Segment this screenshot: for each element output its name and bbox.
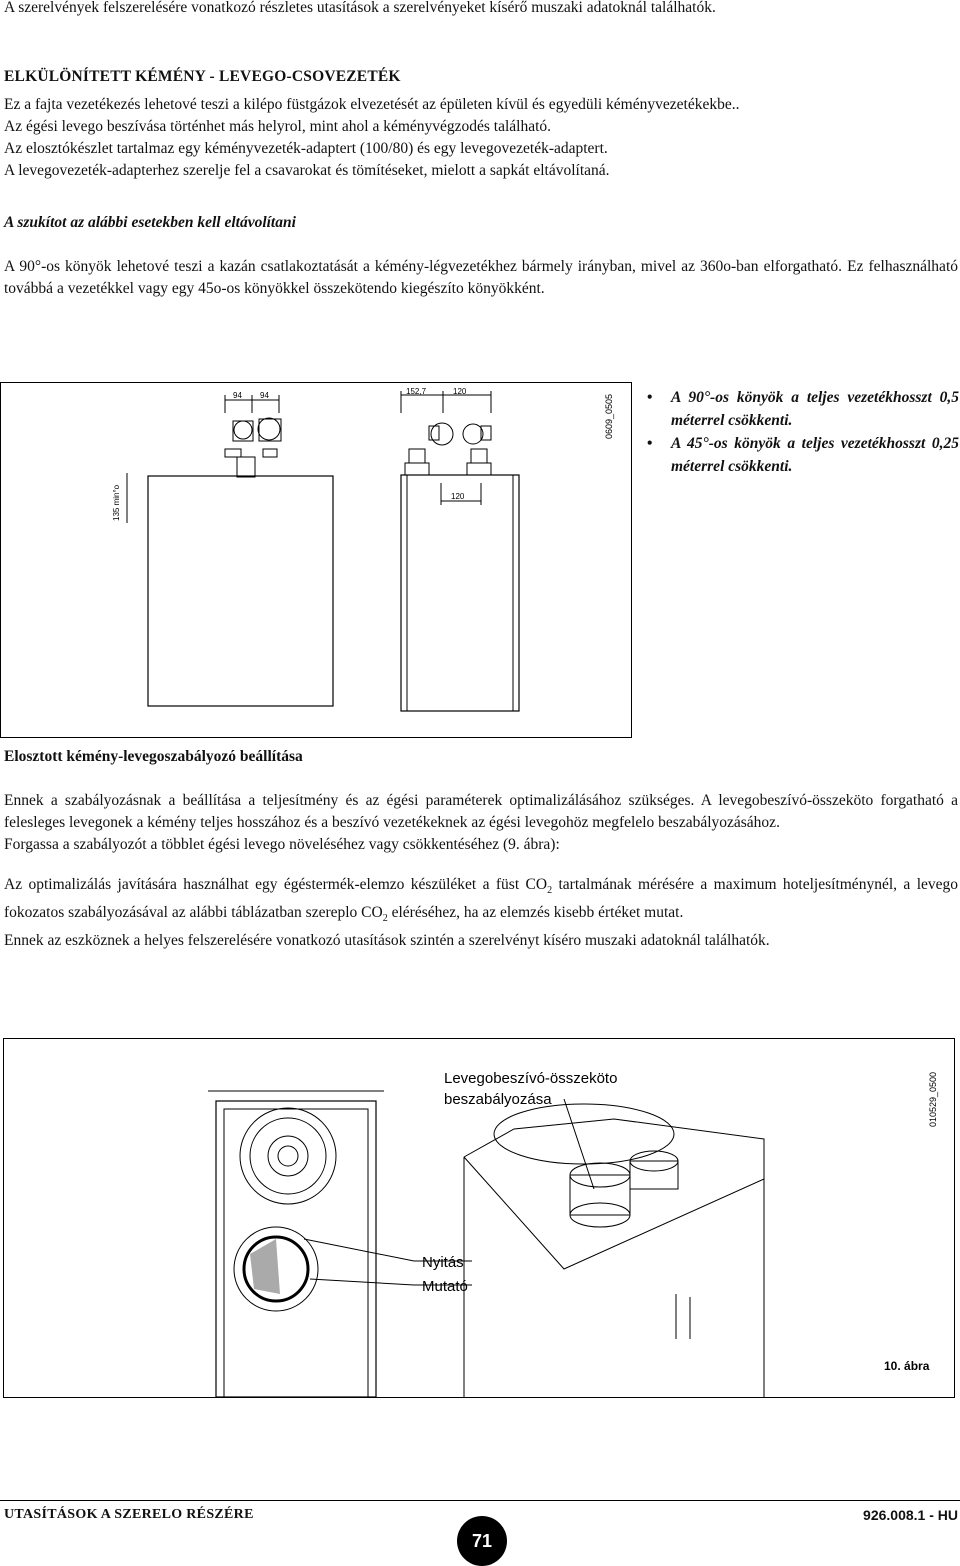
opening-label: Nyitás (422, 1254, 464, 1271)
subheading: A szukítot az alábbi esetekben kell eltávolítani (4, 214, 296, 231)
dim-label: 152,7 (406, 387, 427, 396)
figure-caption: 10. ábra (884, 1359, 930, 1373)
subscript: 2 (382, 913, 388, 925)
text-span: eléréséhez, ha az elemzés kisebb értéket mutat. (387, 904, 684, 922)
document-code: 926.008.1 - HU (863, 1507, 958, 1523)
section2-title: Elosztott kémény-levegoszabályozó beállítása (4, 748, 303, 765)
page-number: 71 (457, 1516, 507, 1566)
section-title: ELKÜLÖNÍTETT KÉMÉNY - LEVEGO-CSOVEZETÉK (4, 68, 401, 85)
figure-code: 0609_0505 (604, 393, 614, 439)
bullet-text: A 45°-os könyök a teljes vezetékhosszt 0,25 méterrel csökkenti. (671, 435, 959, 475)
dim-label: 120 (453, 387, 467, 396)
dim-label: 94 (260, 391, 269, 400)
regulator-drawing (4, 1039, 954, 1397)
text-span: tartalmának mérésére a maximum hoteljesítménynél, a levego fokozatos szabályozásával az alábbi táblázatban szereplo CO (4, 876, 959, 922)
list-item (645, 386, 959, 432)
bullet-icon: • (647, 389, 653, 406)
body-line: Ez a fajta vezetékezés lehetové teszi a kilépo füstgázok elvezetését az épületen kívül és egyedüli kéményvezetékekbe.. (4, 96, 740, 113)
boiler-dimension-figure (0, 382, 632, 738)
dim-label: 120 (451, 492, 465, 501)
section-body (4, 94, 954, 182)
section2-body (4, 790, 958, 856)
body-paragraph: Ennek a szabályozásnak a beállítása a teljesítmény és az égési paraméterek optimalizálásához szükséges. A levegobeszívó-összeköto forgatható a felesleges levegonek a kémény teljes hosszához és a beszívó vezetékeknek az égési levegohöz megfelelo beszabályozásához. (4, 792, 958, 831)
elbow-paragraph: A 90°-os könyök lehetové teszi a kazán csatlakoztatását a kémény-légvezetékhez bármely irányban, mivel az 360o-ban elforgatható. Ez felhasználható továbbá a vezetékkel vagy egy 45o-os könyökkel összekötendo kiegészíto könyökként. (4, 258, 958, 297)
figure-code: 010529_0500 (928, 1071, 938, 1127)
body-line: Az égési levego beszívása történhet más helyrol, mint ahol a kéményvégzodés található. (4, 118, 552, 135)
dim-label: 135 min°o (112, 484, 121, 521)
bullet-list (645, 386, 959, 478)
body-line: Az elosztókészlet tartalmaz egy kéményvezeték-adaptert (100/80) és egy levegovezeték-adaptert. (4, 140, 608, 157)
regulator-label: beszabályozása (444, 1091, 552, 1108)
co2-paragraph (4, 874, 958, 952)
text-span: Az optimalizálás javítására használhat egy égéstermék-elemzo készüléket a füst CO (4, 876, 548, 893)
pointer-label: Mutató (422, 1278, 468, 1295)
list-item (645, 432, 959, 478)
body-paragraph: Forgassa a szabályozót a többlet égési levego növeléséhez vagy csökkentéséhez (9. ábra): (4, 836, 560, 853)
dim-label: 94 (233, 391, 242, 400)
co2-text (4, 874, 958, 930)
body-paragraph: Ennek az eszköznek a helyes felszerelésére vonatkozó utasítások szintén a szerelvényt kíséro muszaki adatoknál találhatók. (4, 932, 770, 950)
air-regulator-figure (3, 1038, 955, 1398)
intro-text: A szerelvények felszerelésére vonatkozó részletes utasítások a szerelvényeket kísérő muszaki adatoknál találhatók. (4, 0, 716, 16)
footer-divider (0, 1500, 960, 1501)
bullet-text: A 90°-os könyök a teljes vezetékhosszt 0,5 méterrel csökkenti. (671, 389, 959, 429)
boiler-drawing (1, 383, 631, 737)
footer-title: UTASÍTÁSOK A SZERELO RÉSZÉRE (4, 1507, 254, 1522)
bullet-icon: • (647, 435, 653, 452)
subscript: 2 (547, 885, 553, 897)
body-line: A levegovezeték-adapterhez szerelje fel a csavarokat és tömítéseket, mielott a sapkát eltávolítaná. (4, 162, 610, 179)
regulator-label: Levegobeszívó-összeköto (444, 1070, 618, 1087)
